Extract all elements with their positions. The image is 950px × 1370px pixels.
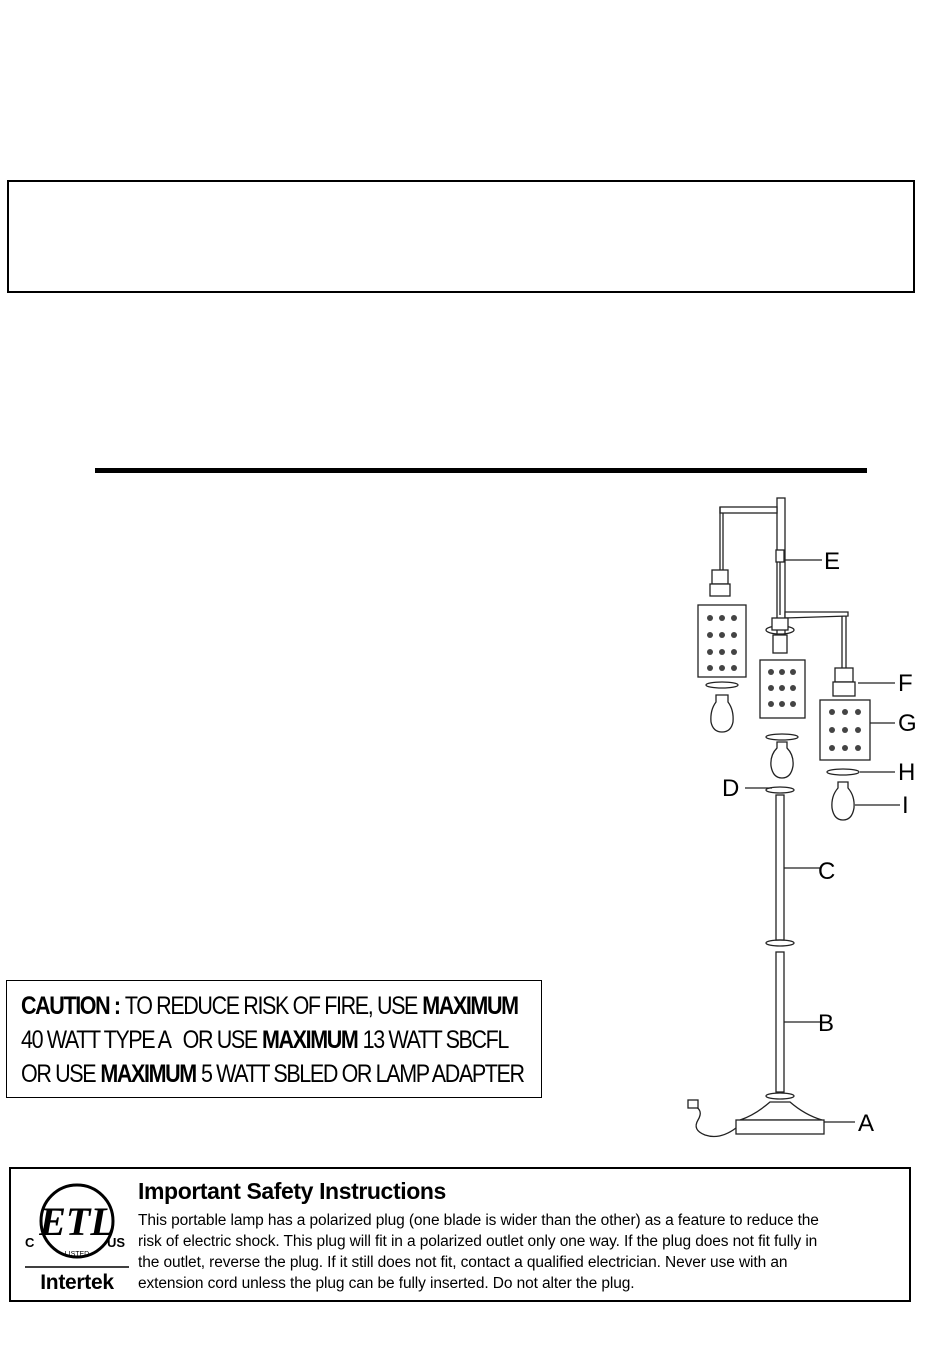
caution-line-3 xyxy=(21,1057,524,1091)
caution-line-2 xyxy=(21,1023,509,1057)
safety-line: the outlet, reverse the plug. If it still does not fit, contact a qualified electrician. Never use with an xyxy=(138,1254,788,1271)
caution-bold-maximum: MAXIMUM xyxy=(100,1059,196,1088)
caution-bold-maximum: MAXIMUM xyxy=(422,991,518,1020)
part-label-b: B xyxy=(818,1010,835,1037)
safety-title: Important Safety Instructions xyxy=(138,1178,446,1204)
caution-text: 13 WATT SBCFL xyxy=(362,1025,509,1054)
part-label-e: E xyxy=(824,548,841,575)
part-label-a: A xyxy=(858,1110,875,1137)
caution-text: OR USE xyxy=(21,1059,96,1088)
etl-mark-text: ETL xyxy=(39,1199,115,1244)
part-label-d: D xyxy=(722,775,740,802)
empty-title-box xyxy=(7,180,915,293)
caution-text: OR USE xyxy=(182,1025,257,1054)
part-label-i: I xyxy=(902,792,909,819)
caution-text: 40 WATT TYPE A xyxy=(21,1025,171,1054)
caution-text: TO REDUCE RISK OF FIRE, USE xyxy=(124,991,418,1020)
logo-c-text: C xyxy=(25,1235,35,1250)
section-divider xyxy=(95,468,867,473)
etl-logo xyxy=(25,1179,129,1295)
intertek-label: Intertek xyxy=(40,1271,114,1294)
caution-text: 5 WATT SBLED OR LAMP ADAPTER xyxy=(200,1059,524,1088)
caution-box xyxy=(6,980,542,1098)
part-label-g: G xyxy=(898,710,917,737)
safety-body xyxy=(138,1210,913,1294)
listed-text: LISTED xyxy=(64,1251,90,1258)
safety-instructions-box xyxy=(9,1167,911,1302)
part-label-h: H xyxy=(898,759,916,786)
caution-line-1 xyxy=(21,989,518,1023)
part-label-c: C xyxy=(818,858,836,885)
logo-us-text: US xyxy=(107,1235,126,1250)
part-label-f: F xyxy=(898,670,913,697)
caution-bold-maximum: MAXIMUM xyxy=(261,1025,358,1054)
safety-line: extension cord unless the plug can be fully inserted. Do not alter the plug. xyxy=(138,1275,635,1292)
caution-label: CAUTION : xyxy=(21,991,120,1020)
etl-listed-mark-icon xyxy=(25,1179,129,1271)
safety-line: risk of electric shock. This plug will fit in a polarized outlet only one way. If the plug does not fit fully in xyxy=(138,1233,818,1250)
lamp-parts-diagram xyxy=(680,490,950,1160)
safety-line: This portable lamp has a polarized plug (one blade is wider than the other) as a feature to reduce the xyxy=(138,1212,819,1229)
